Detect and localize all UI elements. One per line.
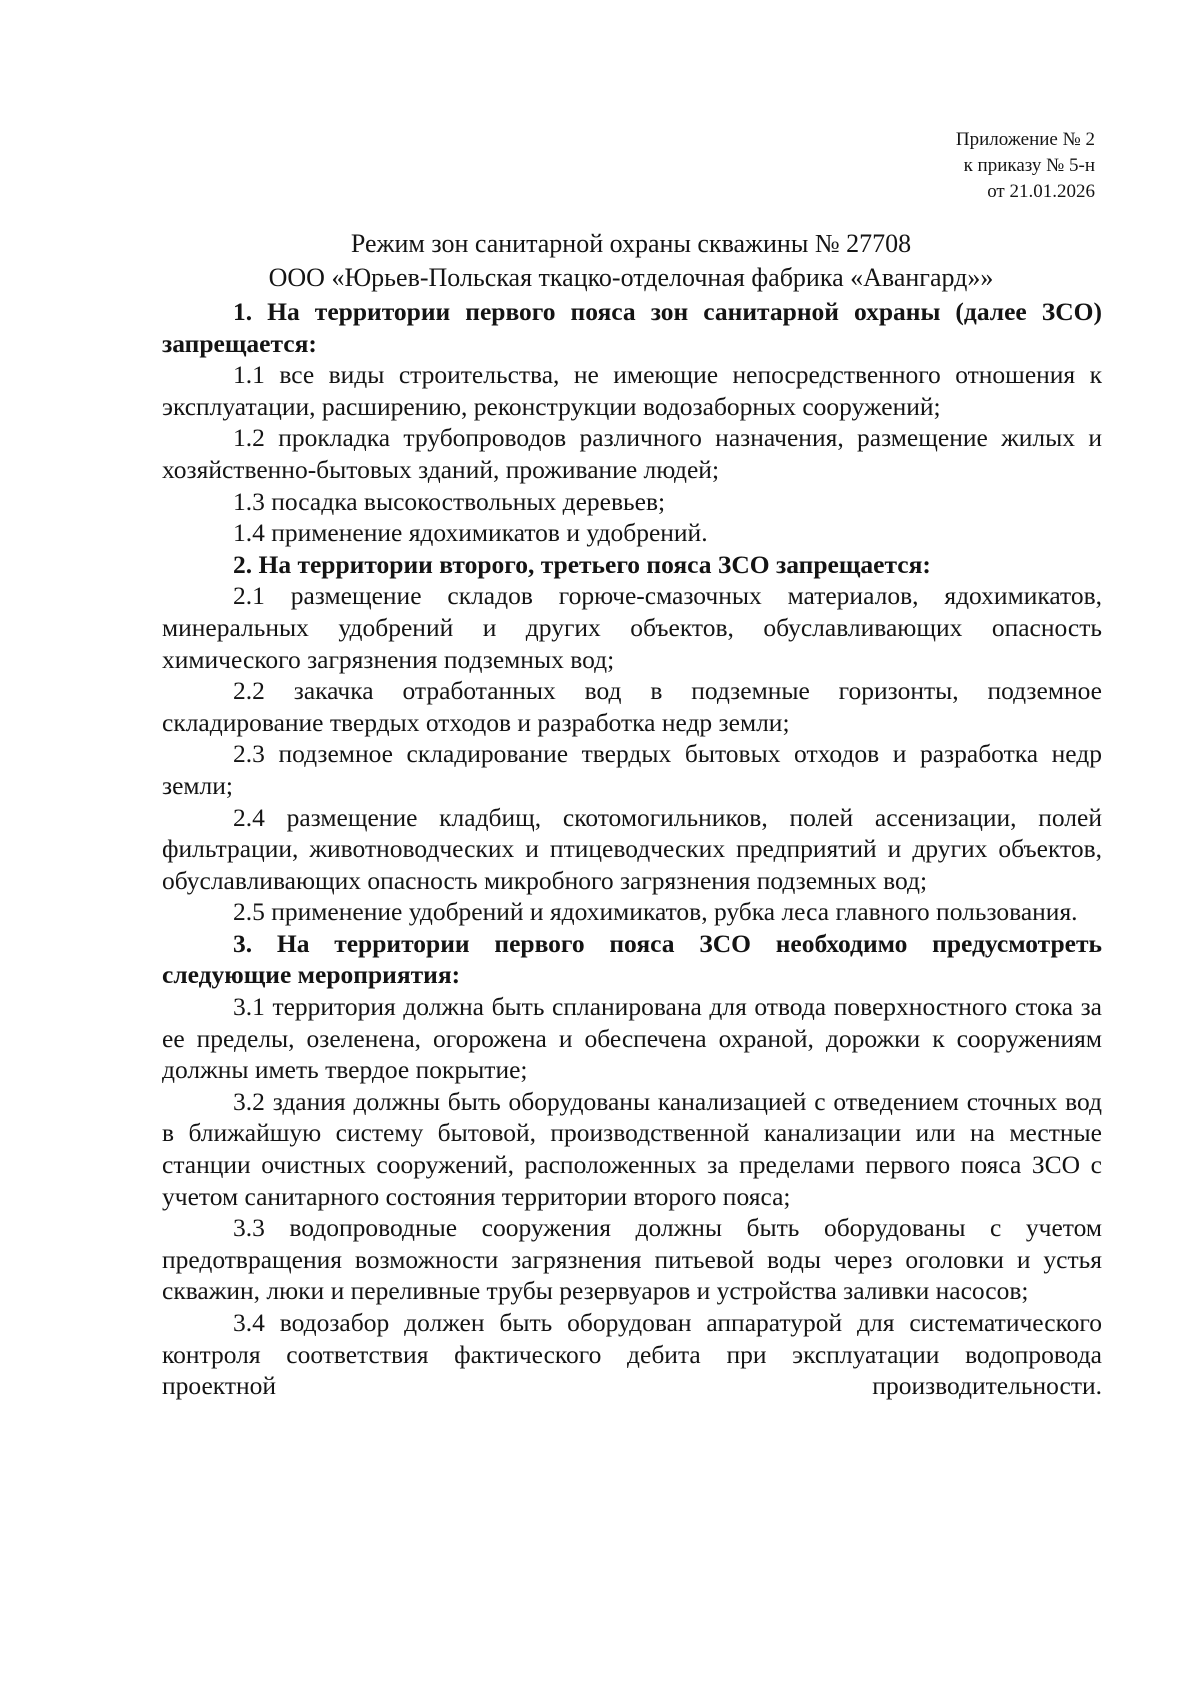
item-2-1: 2.1 размещение складов горюче-смазочных материалов, ядохимикатов, минеральных удобрений и других объектов, обуславливающих опасность химического загрязнения подземных вод; [162,581,1102,674]
document-body [162,296,1102,1402]
item-3-2: 3.2 здания должны быть оборудованы канализацией с отведением сточных вод в ближайшую систему бытовой, производственной канализации или на местные станции очистных сооружений, расположенных за пределами первого пояса ЗСО с учетом санитарного состояния территории второго пояса; [162,1086,1102,1211]
item-2-3: 2.3 подземное складирование твердых бытовых отходов и разработка недр земли; [162,739,1102,800]
item-3-3: 3.3 водопроводные сооружения должны быть оборудованы с учетом предотвращения возможности загрязнения питьевой воды через оголовки и устья скважин, люки и переливные трубы резервуаров и устройства заливки насосов; [162,1213,1102,1306]
title-line-1: Режим зон санитарной охраны скважины № 27708 [350,229,912,258]
item-2-4: 2.4 размещение кладбищ, скотомогильников, полей ассенизации, полей фильтрации, животноводческих и птицеводческих предприятий и других объектов, обуславливающих опасность микробного загрязнения подземных вод; [162,802,1102,895]
item-2-2: 2.2 закачка отработанных вод в подземные горизонты, подземное складирование твердых отходов и разработка недр земли; [162,676,1102,737]
item-1-3: 1.3 посадка высокоствольных деревьев; [233,486,666,516]
item-2-5: 2.5 применение удобрений и ядохимикатов, рубка леса главного пользования. [233,897,1078,927]
order-date: от 21.01.2026 [987,181,1095,202]
title-line-2: ООО «Юрьев-Польская ткацко-отделочная фабрика «Авангард»» [268,263,994,292]
appendix-number: Приложение № 2 [955,129,1095,150]
document-title [162,227,1100,295]
item-3-1: 3.1 территория должна быть спланирована для отвода поверхностного стока за ее пределы, озеленена, огорожена и обеспечена охраной, дорожки к сооружениям должны иметь твердое покрытие; [162,992,1102,1085]
item-3-4: 3.4 водозабор должен быть оборудован аппаратурой для систематического контроля соответствия фактического дебита при эксплуатации водопровода проектной производительности. [162,1308,1102,1401]
appendix-header [956,127,1095,205]
item-1-2: 1.2 прокладка трубопроводов различного назначения, размещение жилых и хозяйственно-бытовых зданий, проживание людей; [162,423,1102,484]
section-3-heading: 3. На территории первого пояса ЗСО необходимо предусмотреть следующие мероприятия: [162,928,1102,990]
section-2-heading: 2. На территории второго, третьего пояса ЗСО запрещается: [233,549,931,579]
item-1-1: 1.1 все виды строительства, не имеющие непосредственного отношения к эксплуатации, расширению, реконструкции водозаборных сооружений; [162,360,1102,421]
section-1-heading: 1. На территории первого пояса зон санитарной охраны (далее ЗСО) запрещается: [162,297,1102,358]
item-1-4: 1.4 применение ядохимикатов и удобрений. [233,518,708,548]
order-reference: к приказу № 5-н [963,155,1095,176]
